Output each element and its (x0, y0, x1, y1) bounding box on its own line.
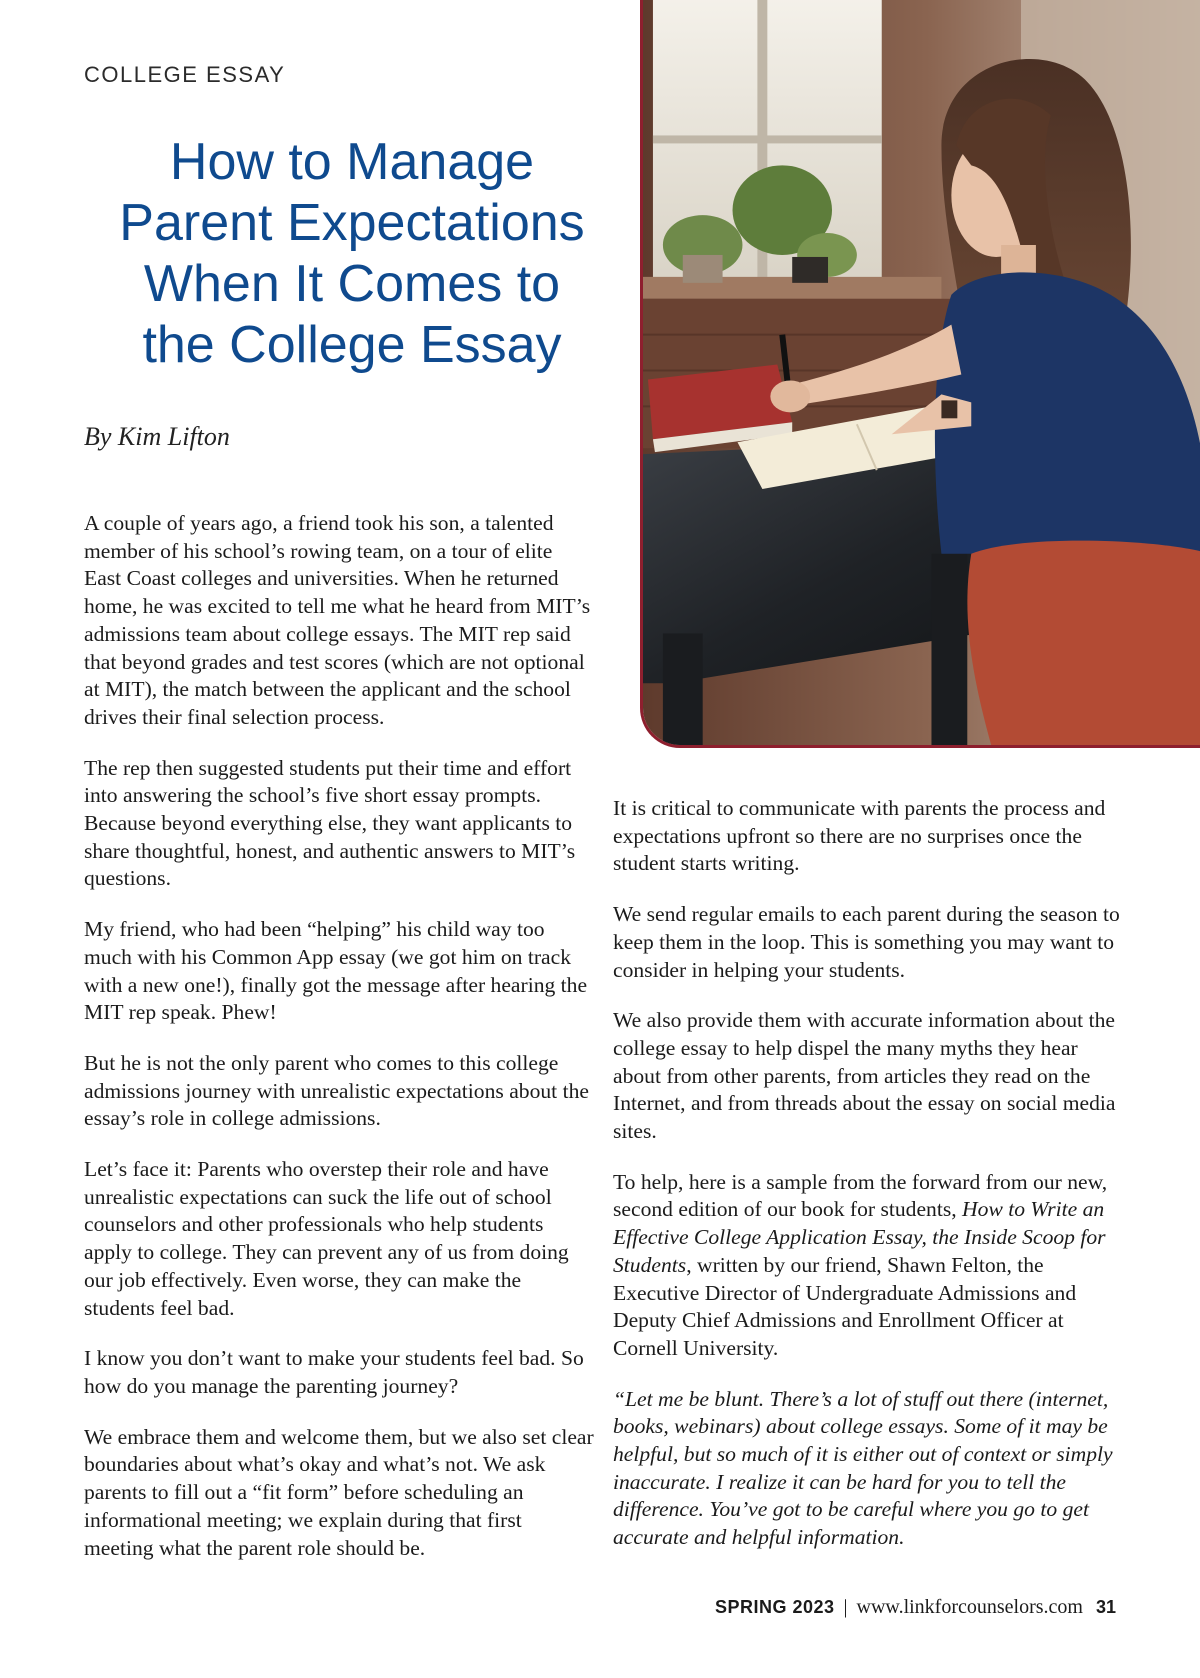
paragraph: The rep then suggested students put their time and effort into answering the school’s five short essay prompts. Because beyond everything else, they want applicants to share thoughtful, honest, and authentic answers to MIT’s questions. (84, 755, 576, 891)
article-photo (640, 0, 1200, 748)
paragraph-text: , written by our friend, Shawn Felton, the Executive Director of Undergraduate Admissions and Deputy Chief Admissions and Enrollment Officer at Cornell University. (613, 1252, 1077, 1360)
page-number: 31 (1095, 1597, 1116, 1617)
section-label: COLLEGE ESSAY (84, 62, 286, 87)
paragraph (613, 1169, 1123, 1363)
right-column (613, 795, 1123, 1575)
headline-line-3: When It Comes to (143, 255, 561, 313)
website-link[interactable]: www.linkforcounselors.com (856, 1596, 1083, 1618)
paragraph: My friend, who had been “helping” his child way too much with his Common App essay (we got him on track with a new one!), finally got the message after hearing the MIT rep speak. Phew! (84, 917, 588, 1025)
headline-line-4: the College Essay (142, 316, 562, 374)
paragraph: A couple of years ago, a friend took his son, a talented member of his school’s rowing team, on a tour of elite East Coast colleges and universities. When he returned home, he was excited to tell me what he heard from MIT’s admissions team about college essays. The MIT rep said that beyond grades and test scores (which are not optional at MIT), the match between the applicant and the school drives their final selection process. (84, 511, 591, 729)
issue-season: SPRING 2023 (714, 1597, 835, 1617)
byline: By Kim Lifton (84, 422, 230, 451)
pull-quote: “Let me be blunt. There’s a lot of stuff out there (internet, books, webinars) about college essays. Some of it may be helpful, but so much of it is either out of context or simply inaccurate. I realize it can be hard for you to tell the difference. You’ve got to be careful where you go to get accurate and helpful information. (613, 1386, 1113, 1550)
paragraph-text: To help, here is a sample from the forward from our new, second edition of our book for students, (613, 1169, 1108, 1222)
footer-separator: | (843, 1596, 848, 1618)
book-title: How to Write an Effective College Application Essay, the Inside Scoop for Students (613, 1197, 1106, 1277)
paragraph: We send regular emails to each parent during the season to keep them in the loop. This is something you may want to consider in helping your students. (613, 902, 1120, 982)
paragraph: We also provide them with accurate information about the college essay to help dispel the many myths they hear about from other parents, from articles they read on the Internet, and from threads about the essay on social media sites. (613, 1008, 1116, 1144)
headline-line-1: How to Manage (169, 133, 535, 191)
page-footer (715, 1596, 1116, 1619)
article-headline (72, 132, 632, 376)
paragraph: But he is not the only parent who comes to this college admissions journey with unrealistic expectations about the essay’s role in college admissions. (84, 1050, 589, 1131)
photo-student-writing-icon (643, 0, 1200, 745)
headline-line-2: Parent Expectations (119, 194, 585, 252)
left-column (84, 510, 594, 1585)
paragraph: We embrace them and welcome them, but we also set clear boundaries about what’s okay and what’s not. We ask parents to fill out a “fit form” before scheduling an informational meeting; we explain during that first meeting what the parent role should be. (84, 1424, 594, 1560)
paragraph: Let’s face it: Parents who overstep their role and have unrealistic expectations can suck the life out of school counselors and other professionals who help students apply to college. They can prevent any of us from doing our job effectively. Even worse, they can make the students feel bad. (84, 1157, 569, 1320)
paragraph: I know you don’t want to make your students feel bad. So how do you manage the parenting journey? (84, 1346, 584, 1398)
paragraph: It is critical to communicate with parents the process and expectations upfront so there are no surprises once the student starts writing. (613, 796, 1106, 876)
